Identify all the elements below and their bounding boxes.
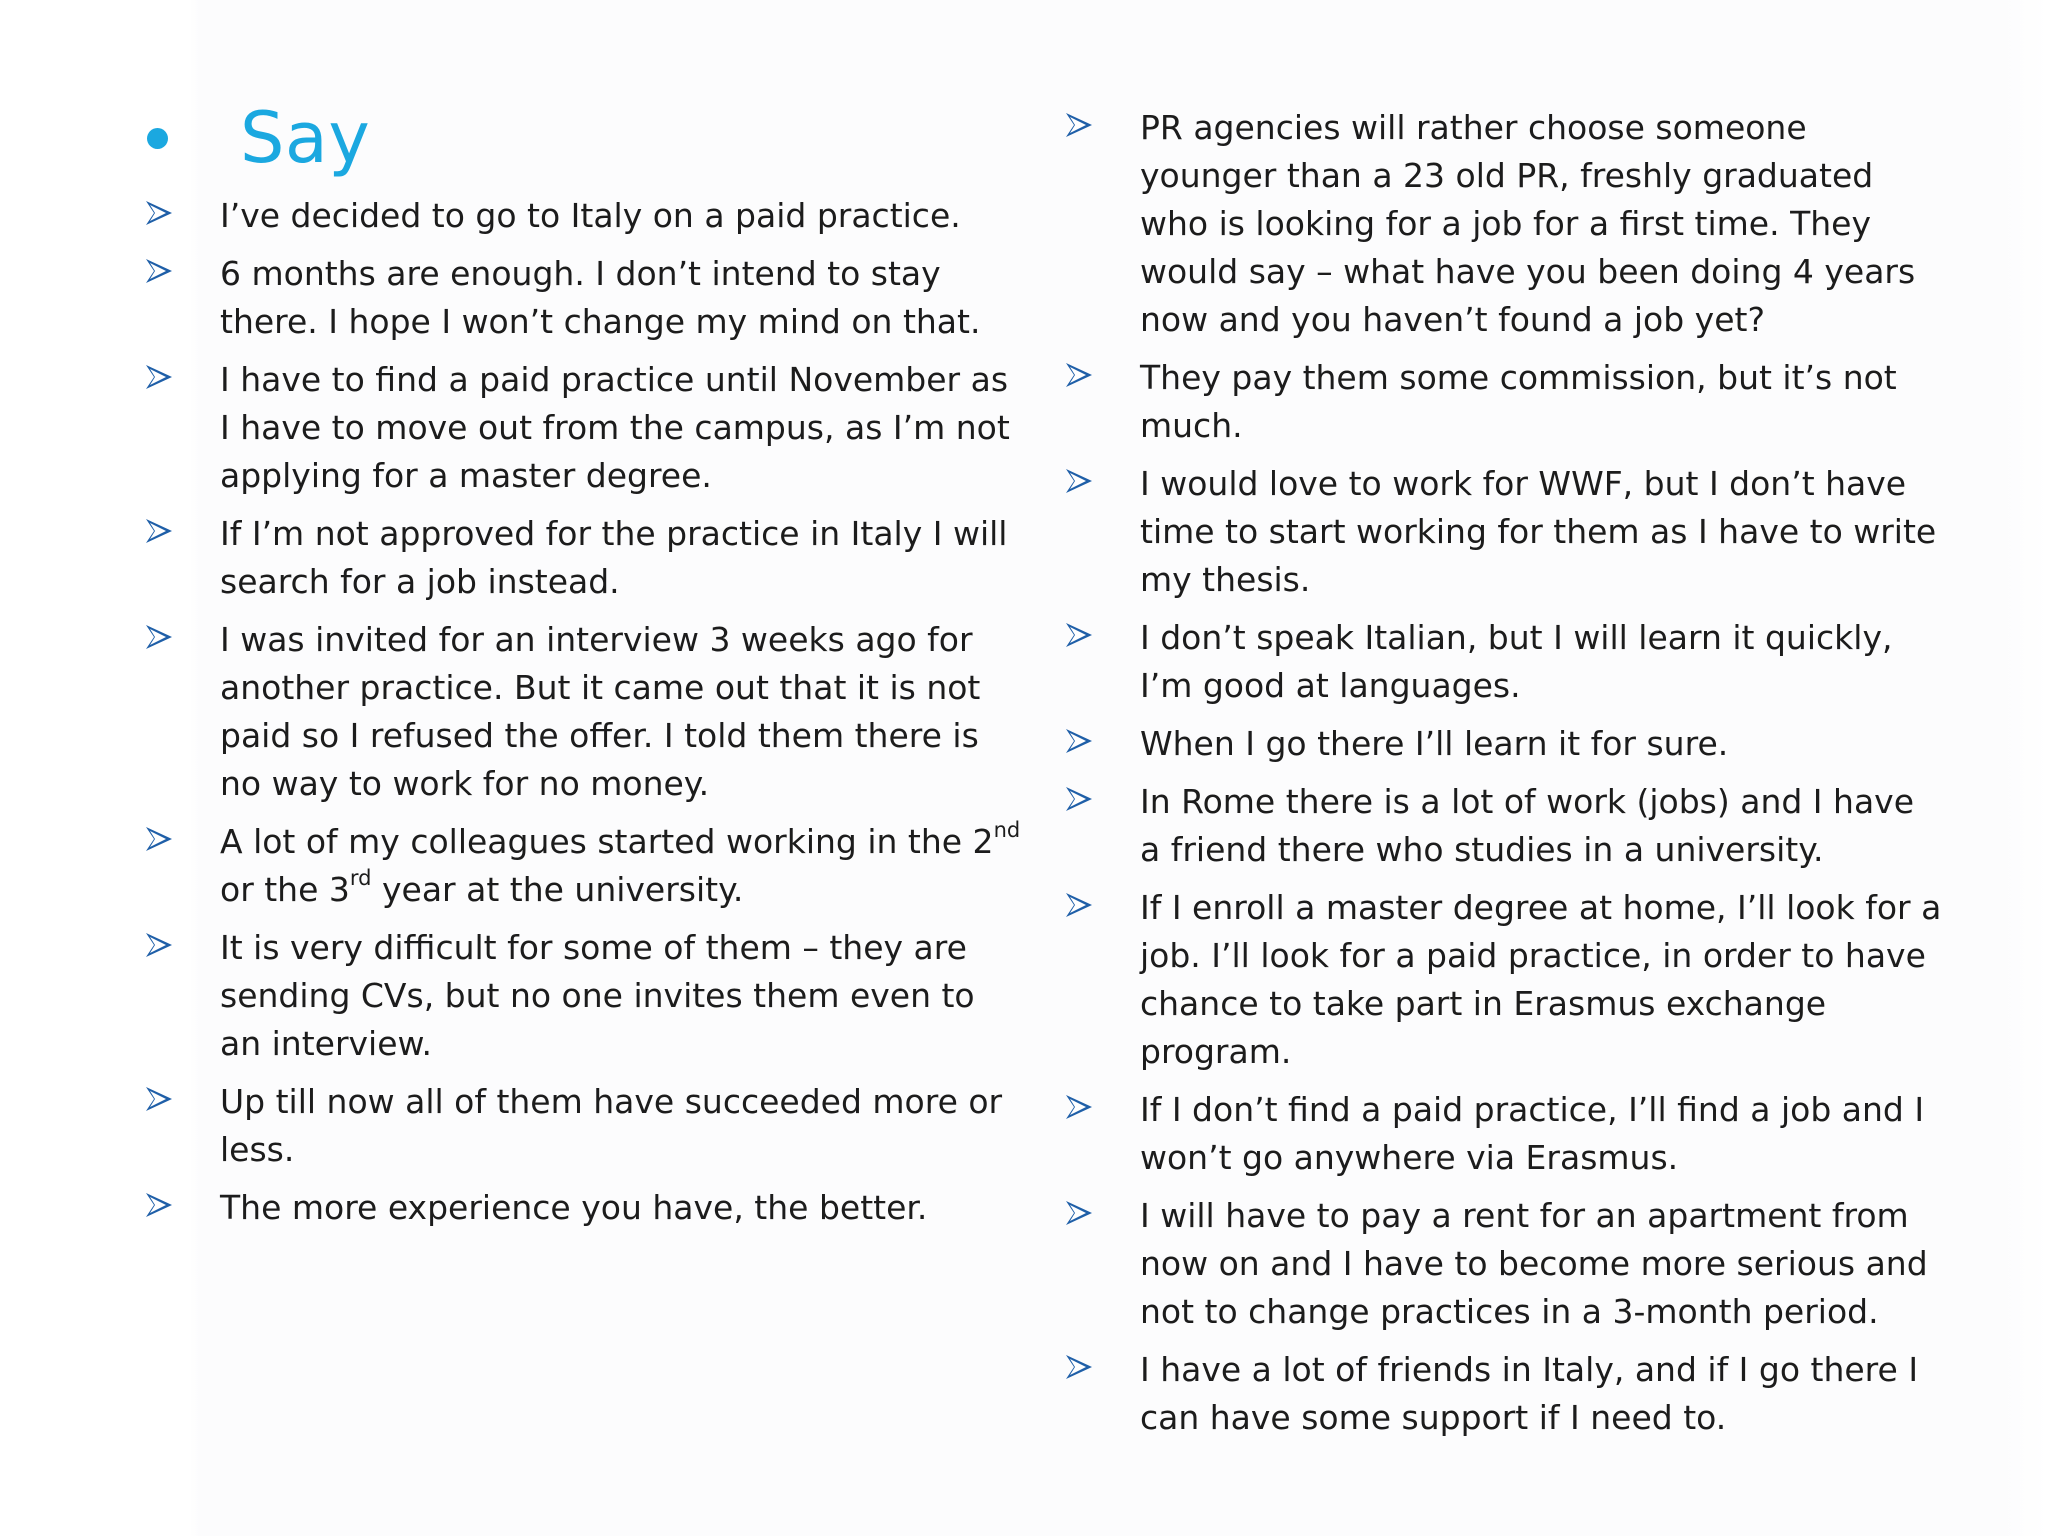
list-item-text: I have a lot of friends in Italy, and if I go there I can have some support if I need to. bbox=[1140, 1350, 1919, 1437]
arrow-bullet-icon bbox=[1064, 720, 1140, 768]
arrow-bullet-icon bbox=[144, 192, 220, 240]
list-item-text: I would love to work for WWF, but I don’t have time to start working for them as I have to write my thesis. bbox=[1140, 464, 1937, 599]
arrow-bullet-icon bbox=[1064, 778, 1140, 826]
arrow-bullet-icon bbox=[1064, 884, 1140, 932]
list-item bbox=[1064, 614, 1944, 710]
heading-row bbox=[144, 97, 1024, 179]
text-segment: or the 3 bbox=[220, 870, 350, 909]
list-item bbox=[144, 192, 1024, 240]
text-segment: A lot of my colleagues started working in the 2 bbox=[220, 822, 994, 861]
left-column bbox=[144, 97, 1024, 1242]
arrow-bullet-icon bbox=[1064, 104, 1140, 152]
arrow-bullet-icon bbox=[1064, 354, 1140, 402]
arrow-bullet-icon bbox=[1064, 1346, 1140, 1394]
list-item-text: Up till now all of them have succeeded more or less. bbox=[220, 1082, 1003, 1169]
list-item bbox=[144, 924, 1024, 1068]
ordinal-suffix: nd bbox=[993, 818, 1021, 842]
list-item-text: If I don’t find a paid practice, I’ll find a job and I won’t go anywhere via Erasmus. bbox=[1140, 1090, 1925, 1177]
list-item bbox=[1064, 354, 1944, 450]
list-item-text: The more experience you have, the better. bbox=[220, 1188, 928, 1227]
list-item bbox=[144, 818, 1024, 914]
left-bullet-list bbox=[144, 192, 1024, 1232]
list-item bbox=[1064, 1192, 1944, 1336]
right-bullet-list bbox=[1064, 104, 1944, 1442]
list-item bbox=[144, 250, 1024, 346]
arrow-bullet-icon bbox=[144, 356, 220, 404]
arrow-bullet-icon bbox=[1064, 1086, 1140, 1134]
list-item-text: I was invited for an interview 3 weeks ago for another practice. But it came out that it is not paid so I refused the offer. I told them there is no way to work for no money. bbox=[220, 620, 981, 803]
list-item bbox=[144, 1078, 1024, 1174]
arrow-bullet-icon bbox=[144, 616, 220, 664]
list-item bbox=[1064, 460, 1944, 604]
slide-heading: Say bbox=[240, 97, 371, 179]
list-item-text: I have to find a paid practice until November as I have to move out from the campus, as I’m not applying for a master degree. bbox=[220, 360, 1010, 495]
list-item-text: They pay them some commission, but it’s not much. bbox=[1140, 358, 1897, 445]
list-item bbox=[1064, 778, 1944, 874]
arrow-bullet-icon bbox=[144, 250, 220, 298]
arrow-bullet-icon bbox=[144, 1078, 220, 1126]
list-item bbox=[1064, 1086, 1944, 1182]
ordinal-suffix: rd bbox=[349, 866, 372, 890]
list-item-text: When I go there I’ll learn it for sure. bbox=[1140, 724, 1729, 763]
arrow-bullet-icon bbox=[144, 510, 220, 558]
list-item-text: In Rome there is a lot of work (jobs) and I have a friend there who studies in a university. bbox=[1140, 782, 1915, 869]
list-item-text: PR agencies will rather choose someone younger than a 23 old PR, freshly graduated who is looking for a job for a first time. They would say – what have you been doing 4 years now and you haven’t found a job yet? bbox=[1140, 108, 1916, 339]
list-item-text: I don’t speak Italian, but I will learn it quickly, I’m good at languages. bbox=[1140, 618, 1893, 705]
list-item-text bbox=[220, 818, 1024, 914]
arrow-bullet-icon bbox=[1064, 614, 1140, 662]
list-item bbox=[1064, 1346, 1944, 1442]
list-item-text: It is very difficult for some of them – they are sending CVs, but no one invites them even to an interview. bbox=[220, 928, 975, 1063]
list-item-text: If I enroll a master degree at home, I’ll look for a job. I’ll look for a paid practice, in order to have chance to take part in Erasmus exchange program. bbox=[1140, 888, 1942, 1071]
list-item-text: I’ve decided to go to Italy on a paid practice. bbox=[220, 196, 961, 235]
arrow-bullet-icon bbox=[144, 1184, 220, 1232]
arrow-bullet-icon bbox=[144, 924, 220, 972]
list-item-text: I will have to pay a rent for an apartment from now on and I have to become more serious and not to change practices in a 3-month period. bbox=[1140, 1196, 1928, 1331]
list-item bbox=[1064, 884, 1944, 1076]
list-item bbox=[144, 1184, 1024, 1232]
list-item-text: 6 months are enough. I don’t intend to stay there. I hope I won’t change my mind on that. bbox=[220, 254, 981, 341]
list-item bbox=[144, 510, 1024, 606]
list-item bbox=[1064, 720, 1944, 768]
arrow-bullet-icon bbox=[144, 818, 220, 866]
list-item-text: If I’m not approved for the practice in Italy I will search for a job instead. bbox=[220, 514, 1008, 601]
text-segment: year at the university. bbox=[371, 870, 744, 909]
arrow-bullet-icon bbox=[1064, 1192, 1140, 1240]
list-item bbox=[144, 616, 1024, 808]
right-column bbox=[1064, 104, 1944, 1452]
list-item bbox=[144, 356, 1024, 500]
list-item bbox=[1064, 104, 1944, 344]
round-bullet-icon bbox=[147, 128, 168, 149]
arrow-bullet-icon bbox=[1064, 460, 1140, 508]
